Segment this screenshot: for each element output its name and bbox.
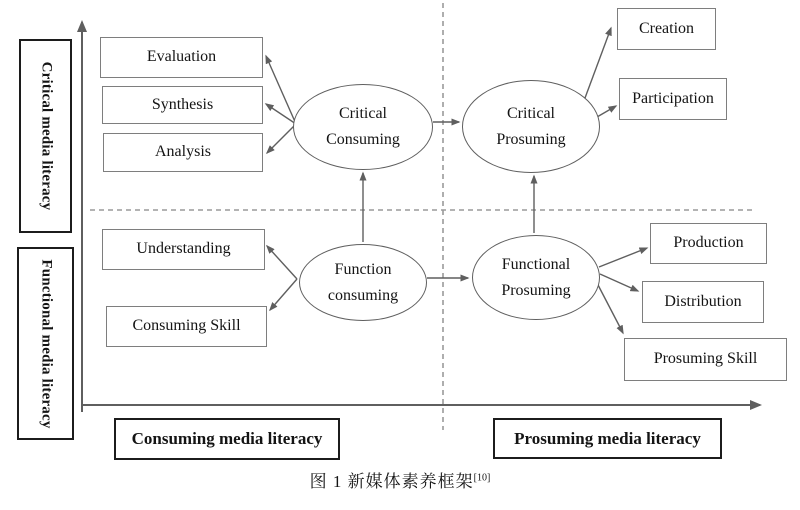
node-critical-consuming-line2: Consuming (326, 131, 400, 148)
node-participation: Participation (619, 78, 727, 120)
node-critical-prosuming (462, 80, 600, 173)
x-axis-right-label: Prosuming media literacy (493, 418, 722, 459)
y-axis-upper-label-box (19, 39, 72, 233)
node-function-consuming-line1: Function (334, 260, 392, 278)
node-analysis: Analysis (103, 133, 263, 172)
node-critical-consuming-line1: Critical (339, 105, 387, 123)
arrow-functional-prosuming-to-prosuming-skill (597, 283, 623, 333)
node-consuming-skill: Consuming Skill (106, 306, 267, 347)
figure-caption-text: 图 1 新媒体素养框架 (309, 472, 474, 491)
node-function-consuming-line2: consuming (327, 286, 399, 304)
node-functional-prosuming-line1: Functional (501, 255, 571, 273)
node-distribution: Distribution (642, 281, 764, 323)
node-understanding: Understanding (102, 229, 265, 270)
arrow-critical-consuming-to-analysis (267, 124, 296, 153)
node-functional-prosuming (472, 235, 600, 320)
y-axis-upper-label: Critical media literacy (38, 61, 54, 211)
y-axis-lower-label: Functional media literacy (38, 258, 54, 429)
figure-caption-reference: [10] (473, 472, 491, 484)
node-critical-prosuming-line2: Prosuming (496, 130, 566, 148)
node-critical-prosuming-line1: Critical (507, 104, 555, 122)
arrow-critical-prosuming-to-creation (585, 28, 611, 98)
node-critical-consuming (293, 84, 433, 170)
node-synthesis: Synthesis (102, 86, 263, 124)
arrow-functional-prosuming-to-distribution (600, 274, 638, 291)
figure-caption (0, 467, 800, 492)
node-functional-prosuming-line2: Prosuming (501, 281, 571, 299)
arrow-function-consuming-to-understanding (267, 246, 297, 279)
y-axis-lower-label-box (17, 247, 74, 440)
node-creation: Creation (617, 8, 716, 50)
node-evaluation: Evaluation (100, 37, 263, 78)
arrow-functional-prosuming-to-production (599, 248, 647, 267)
arrow-critical-prosuming-to-participation (597, 106, 616, 117)
arrow-function-consuming-to-consuming-skill (270, 279, 297, 310)
x-axis-left-label: Consuming media literacy (114, 418, 340, 460)
node-function-consuming (299, 244, 427, 321)
node-prosuming-skill: Prosuming Skill (624, 338, 787, 381)
node-production: Production (650, 223, 767, 264)
